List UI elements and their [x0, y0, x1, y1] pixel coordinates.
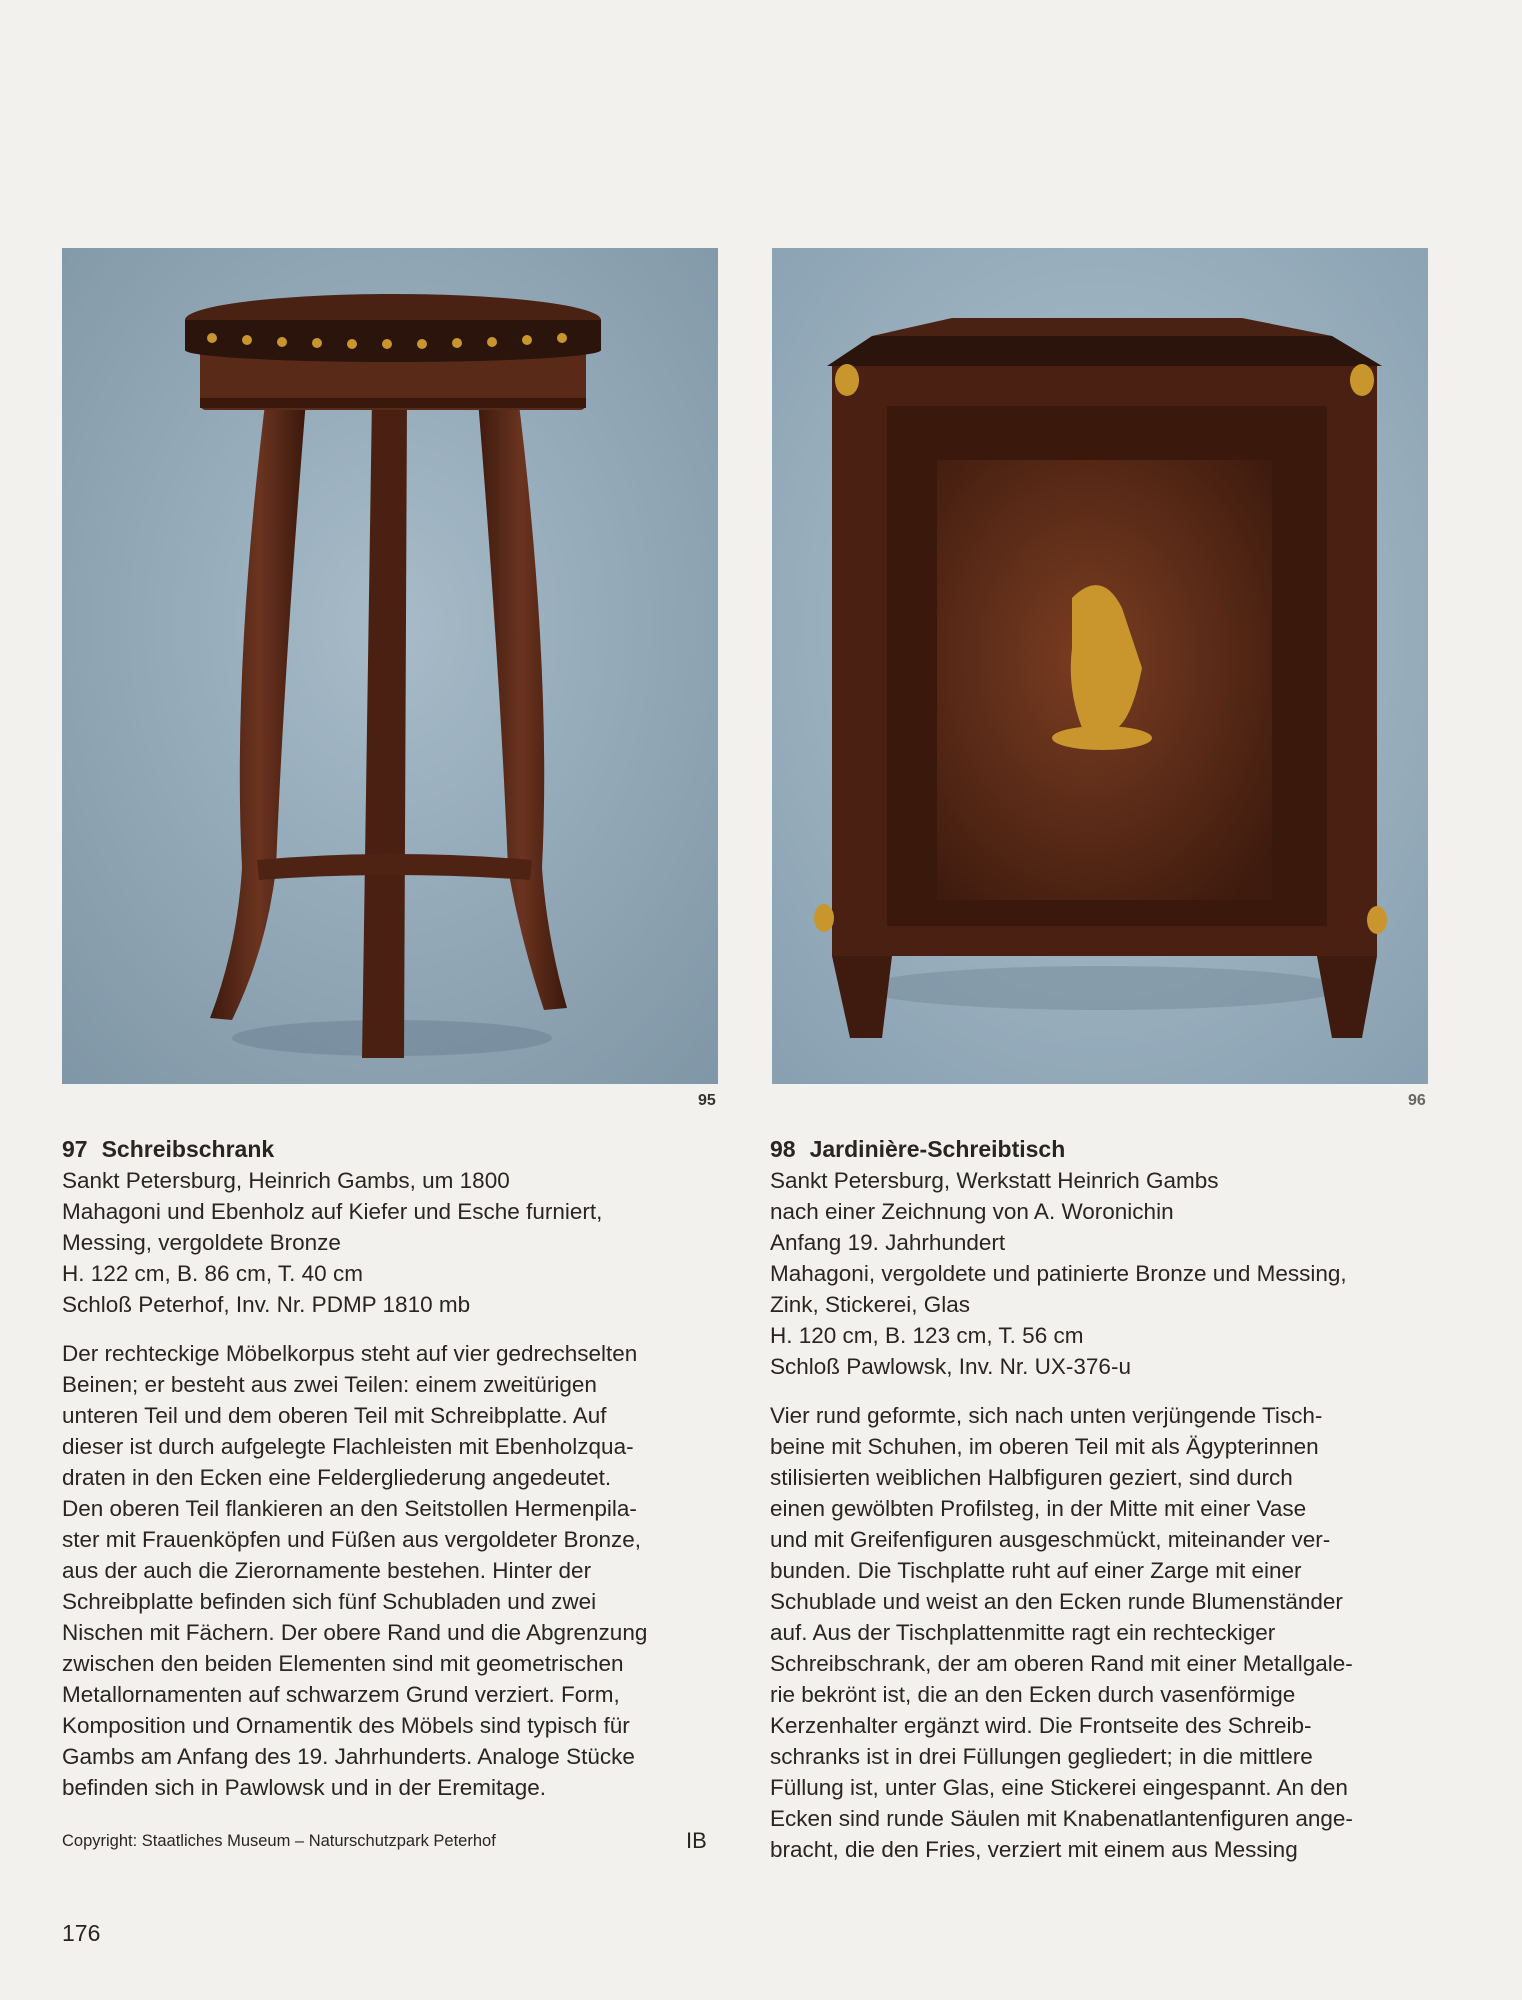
- author-initials: IB: [686, 1828, 707, 1853]
- description-line: aus der auch die Zierornamente bestehen. Hinter der: [62, 1558, 592, 1583]
- description-line: zwischen den beiden Elementen sind mit geometrischen: [62, 1651, 624, 1676]
- description-line: bracht, die den Fries, verziert mit einem aus Messing: [770, 1837, 1298, 1862]
- description-line: Metallornamenten auf schwarzem Grund verziert. Form,: [62, 1682, 620, 1707]
- photo-round-table: [62, 248, 718, 1084]
- catalog-entry-97: [62, 1134, 722, 1803]
- corner-cabinet-illustration: [772, 248, 1428, 1084]
- figure-number-right: 96: [1408, 1092, 1426, 1109]
- meta-line: Sankt Petersburg, Heinrich Gambs, um 1800: [62, 1168, 510, 1193]
- meta-line: Mahagoni, vergoldete und patinierte Bronze und Messing,: [770, 1261, 1347, 1286]
- entry-heading: [770, 1134, 1430, 1165]
- catalog-entry-98: [770, 1134, 1430, 1865]
- description-line: dieser ist durch aufgelegte Flachleisten mit Ebenholzqua-: [62, 1434, 634, 1459]
- description-line: stilisierten weiblichen Halbfiguren geziert, sind durch: [770, 1465, 1293, 1490]
- meta-line: Messing, vergoldete Bronze: [62, 1230, 341, 1255]
- copyright-note: Copyright: Staatliches Museum – Naturschutzpark Peterhof: [62, 1832, 496, 1850]
- entry-number: 97: [62, 1136, 88, 1162]
- description-line: auf. Aus der Tischplattenmitte ragt ein rechteckiger: [770, 1620, 1276, 1645]
- entry-number: 98: [770, 1136, 796, 1162]
- description-line: Schreibplatte befinden sich fünf Schubladen und zwei: [62, 1589, 597, 1614]
- description-line: Füllung ist, unter Glas, eine Stickerei eingespannt. An den: [770, 1775, 1348, 1800]
- entry-title: Schreibschrank: [101, 1136, 275, 1162]
- description-line: Schreibschrank, der am oberen Rand mit einer Metallgale-: [770, 1651, 1353, 1676]
- meta-line: Sankt Petersburg, Werkstatt Heinrich Gambs: [770, 1168, 1219, 1193]
- entry-heading: [62, 1134, 722, 1165]
- description-line: rie bekrönt ist, die an den Ecken durch vasenförmige: [770, 1682, 1296, 1707]
- description-line: Schublade und weist an den Ecken runde Blumenständer: [770, 1589, 1343, 1614]
- meta-line: H. 120 cm, B. 123 cm, T. 56 cm: [770, 1323, 1084, 1348]
- meta-line: H. 122 cm, B. 86 cm, T. 40 cm: [62, 1261, 363, 1286]
- description-line: Vier rund geformte, sich nach unten verjüngende Tisch-: [770, 1403, 1323, 1428]
- description-line: befinden sich in Pawlowsk und in der Eremitage.: [62, 1775, 547, 1800]
- entry-meta: [62, 1165, 722, 1320]
- page-number: 176: [62, 1920, 101, 1946]
- description-line: draten in den Ecken eine Feldergliederung angedeutet.: [62, 1465, 612, 1490]
- description-line: ster mit Frauenköpfen und Füßen aus vergoldeter Bronze,: [62, 1527, 642, 1552]
- description-line: unteren Teil und dem oberen Teil mit Schreibplatte. Auf: [62, 1403, 607, 1428]
- entry-description: [62, 1338, 722, 1803]
- description-line: Der rechteckige Möbelkorpus steht auf vier gedrechselten: [62, 1341, 638, 1366]
- meta-line: Mahagoni und Ebenholz auf Kiefer und Esche furniert,: [62, 1199, 603, 1224]
- meta-line: Schloß Peterhof, Inv. Nr. PDMP 1810 mb: [62, 1292, 471, 1317]
- description-line: Den oberen Teil flankieren an den Seitstollen Hermenpila-: [62, 1496, 637, 1521]
- description-line: Kerzenhalter ergänzt wird. Die Frontseite des Schreib-: [770, 1713, 1312, 1738]
- description-line: Ecken sind runde Säulen mit Knabenatlantenfiguren ange-: [770, 1806, 1353, 1831]
- meta-line: Anfang 19. Jahrhundert: [770, 1230, 1006, 1255]
- meta-line: nach einer Zeichnung von A. Woronichin: [770, 1199, 1174, 1224]
- description-line: Beinen; er besteht aus zwei Teilen: einem zweitürigen: [62, 1372, 597, 1397]
- description-line: bunden. Die Tischplatte ruht auf einer Zarge mit einer: [770, 1558, 1302, 1583]
- description-line: beine mit Schuhen, im oberen Teil mit als Ägypterinnen: [770, 1434, 1319, 1459]
- description-line: schranks ist in drei Füllungen gegliedert; in die mittlere: [770, 1744, 1313, 1769]
- entry-meta: [770, 1165, 1430, 1382]
- entry-description: [770, 1400, 1430, 1865]
- description-line: Komposition und Ornamentik des Möbels sind typisch für: [62, 1713, 630, 1738]
- description-line: Gambs am Anfang des 19. Jahrhunderts. Analoge Stücke: [62, 1744, 635, 1769]
- round-table-illustration: [62, 248, 718, 1084]
- description-line: und mit Greifenfiguren ausgeschmückt, miteinander ver-: [770, 1527, 1331, 1552]
- entry-title: Jardinière-Schreibtisch: [809, 1136, 1066, 1162]
- meta-line: Schloß Pawlowsk, Inv. Nr. UX-376-u: [770, 1354, 1131, 1379]
- description-line: einen gewölbten Profilsteg, in der Mitte mit einer Vase: [770, 1496, 1307, 1521]
- description-line: Nischen mit Fächern. Der obere Rand und die Abgrenzung: [62, 1620, 648, 1645]
- photo-corner-cabinet: [772, 248, 1428, 1084]
- meta-line: Zink, Stickerei, Glas: [770, 1292, 971, 1317]
- figure-number-left: 95: [698, 1092, 716, 1109]
